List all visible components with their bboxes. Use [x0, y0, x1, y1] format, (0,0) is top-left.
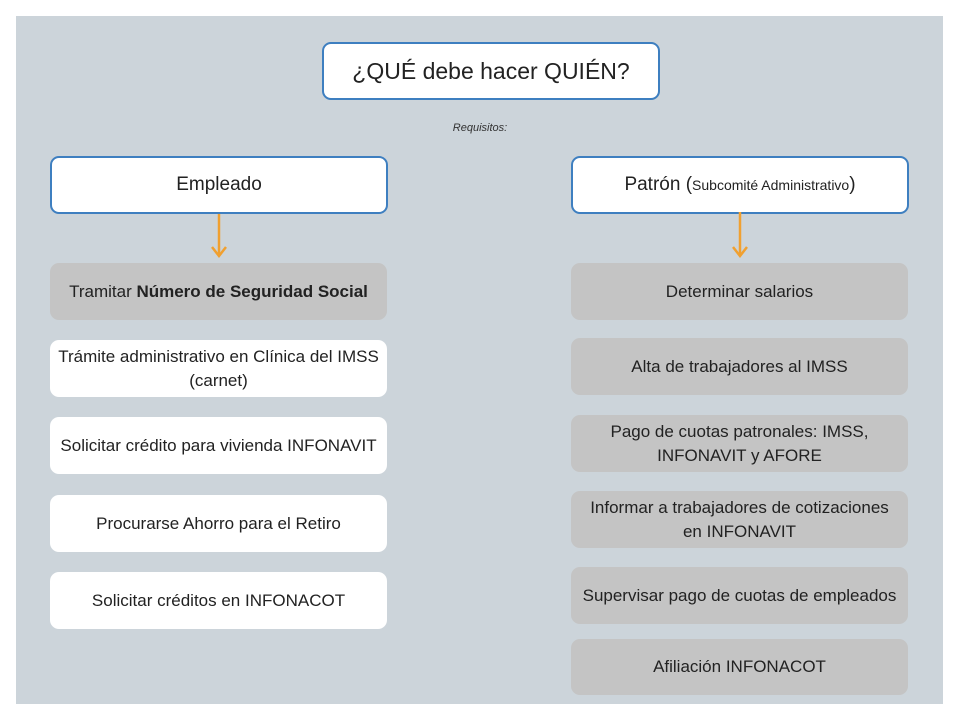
patron-item-informar: [571, 491, 908, 548]
empleado-item-vivienda-text: Solicitar crédito para vivienda INFONAVIT: [60, 435, 377, 455]
patron-item-cuotas: [571, 415, 908, 472]
patron-item-alta-text: Alta de trabajadores al IMSS: [631, 356, 848, 376]
patron-item-salarios: [571, 263, 908, 320]
patron-header-close: ): [849, 174, 856, 195]
empleado-item-infonacot: [50, 572, 387, 629]
patron-item-supervisar-text: Supervisar pago de cuotas de empleados: [582, 585, 897, 605]
empleado-item-ahorro-text: Procurarse Ahorro para el Retiro: [96, 513, 341, 533]
title-text: ¿QUÉ debe hacer QUIÉN?: [352, 58, 630, 84]
empleado-item-ahorro: [50, 495, 387, 552]
empleado-item-clinica: [50, 340, 387, 397]
patron-item-afiliacion: [571, 639, 908, 695]
patron-item-informar-text: Informar a trabajadores de cotizaciones en INFONAVIT: [590, 497, 889, 541]
patron-item-afiliacion-text: Afiliación INFONACOT: [653, 657, 826, 676]
arrow-empleado: [212, 214, 226, 256]
arrow-patron: [733, 212, 747, 256]
empleado-item-nss-text: [69, 280, 368, 304]
nss-bold: Número de Seguridad Social: [136, 281, 368, 301]
empleado-item-infonacot-text: Solicitar créditos en INFONACOT: [91, 590, 346, 610]
patron-item-salarios-text: Determinar salarios: [665, 281, 814, 301]
requisitos-label: Requisitos:: [452, 122, 508, 134]
patron-header-sub: Subcomité Administrativo: [692, 177, 850, 193]
patron-item-alta: [571, 338, 908, 395]
empleado-item-nss: [50, 263, 387, 320]
nss-prefix: Tramitar: [69, 281, 137, 301]
patron-header-main: Patrón (: [624, 174, 693, 195]
patron-item-cuotas-text: Pago de cuotas patronales: IMSS, INFONAVIT y AFORE: [610, 421, 869, 465]
patron-item-supervisar: [571, 567, 908, 624]
empleado-header-text: Empleado: [176, 174, 262, 195]
empleado-item-clinica-text: Trámite administrativo en Clínica del IMSS (carnet): [58, 346, 379, 390]
empleado-item-vivienda: [50, 417, 387, 474]
